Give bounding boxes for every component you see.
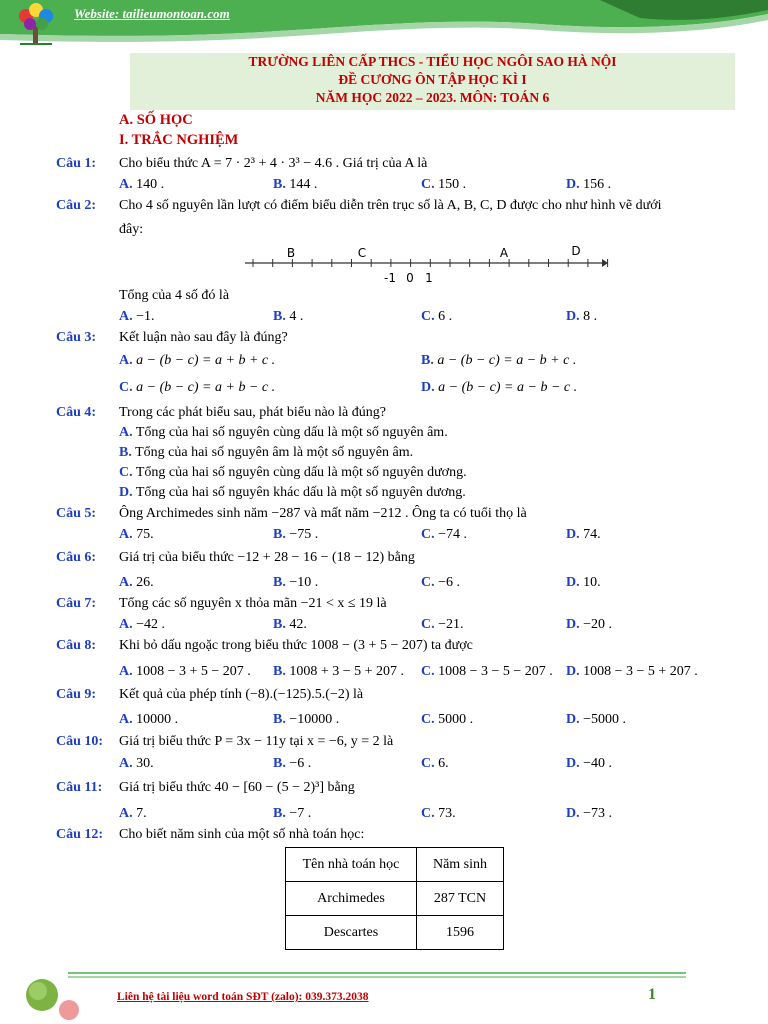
question-label: Câu 1: xyxy=(56,156,97,171)
question-text: Trong các phát biểu sau, phát biểu nào là đúng? xyxy=(119,405,386,420)
question-text: Cho biết năm sinh của một số nhà toán học: xyxy=(119,827,365,842)
mathematicians-table xyxy=(285,847,504,950)
option-d: D. a − (b − c) = a − b − c . xyxy=(421,380,578,395)
table-header: Năm sinh xyxy=(417,848,504,882)
question-text-cont: đây: xyxy=(119,222,144,237)
page-number: 1 xyxy=(648,986,656,1003)
option-b: B. −75 . xyxy=(273,527,319,542)
doc-title: ĐỀ CƯƠNG ÔN TẬP HỌC KÌ I xyxy=(338,72,527,87)
table-header: Tên nhà toán học xyxy=(286,848,417,882)
option-d: D. 1008 − 3 − 5 + 207 . xyxy=(566,664,698,679)
question-label: Câu 2: xyxy=(56,198,97,213)
option-b: B. 4 . xyxy=(273,309,304,324)
point-a-label: A xyxy=(499,246,509,260)
option-d: D. Tổng của hai số nguyên khác dấu là một số nguyên dương. xyxy=(119,485,466,500)
question-text: Ông Archimedes sinh năm −287 và mất năm −212 . Ông ta có tuổi thọ là xyxy=(119,506,527,521)
option-c: C. 6. xyxy=(421,756,449,771)
option-b: B. 144 . xyxy=(273,177,318,192)
footer-contact[interactable]: Liên hệ tài liệu word toán SĐT (zalo): 039.373.2038 xyxy=(117,991,369,1003)
option-c: C. 6 . xyxy=(421,309,453,324)
question-label: Câu 5: xyxy=(56,506,97,521)
school-year: NĂM HỌC 2022 – 2023. MÔN: TOÁN 6 xyxy=(315,90,550,105)
option-b: B. 1008 + 3 − 5 + 207 . xyxy=(273,664,405,679)
tick-label-1: 1 xyxy=(425,271,433,285)
question-text: Khi bỏ dấu ngoặc trong biểu thức 1008 − (3 + 5 − 207) ta được xyxy=(119,638,473,653)
question-text-cont: Tổng của 4 số đó là xyxy=(119,288,230,303)
option-b: B. 42. xyxy=(273,617,307,632)
question-text: Kết quả của phép tính (−8).(−125).5.(−2) là xyxy=(119,687,364,702)
question-text: Kết luận nào sau đây là đúng? xyxy=(119,330,288,345)
school-name: TRƯỜNG LIÊN CẤP THCS - TIỂU HỌC NGÔI SAO HÀ NỘI xyxy=(248,54,617,69)
option-c: C. 150 . xyxy=(421,177,467,192)
point-d-label: D xyxy=(571,244,581,258)
tick-label-0: 0 xyxy=(406,271,414,285)
option-b: B. −7 . xyxy=(273,806,312,821)
point-c-label: C xyxy=(357,246,367,260)
table-header-row xyxy=(286,848,504,882)
option-c: C. Tổng của hai số nguyên cùng dấu là một số nguyên dương. xyxy=(119,465,467,480)
section-a-heading: A. SỐ HỌC xyxy=(119,112,193,128)
option-b: B. a − (b − c) = a − b + c . xyxy=(421,353,577,368)
option-b: B. Tổng của hai số nguyên âm là một số nguyên âm. xyxy=(119,445,414,460)
question-label: Câu 4: xyxy=(56,405,97,420)
option-c: C. −6 . xyxy=(421,575,461,590)
option-d: D. 10. xyxy=(566,575,601,590)
question-label: Câu 7: xyxy=(56,596,97,611)
option-c: C. 5000 . xyxy=(421,712,474,727)
option-a: A. −42 . xyxy=(119,617,166,632)
option-d: D. 8 . xyxy=(566,309,598,324)
question-label: Câu 6: xyxy=(56,550,97,565)
table-cell: Descartes xyxy=(286,916,417,950)
option-a: A. 10000 . xyxy=(119,712,179,727)
option-d: D. −5000 . xyxy=(566,712,627,727)
question-text: Giá trị biểu thức P = 3x − 11y tại x = −6, y = 2 là xyxy=(119,734,394,749)
point-b-label: B xyxy=(286,246,296,260)
tick-label-neg1: -1 xyxy=(384,271,396,285)
question-text: Giá trị biểu thức 40 − [60 − (5 − 2)³] bằng xyxy=(119,780,355,795)
option-a: A. a − (b − c) = a + b + c . xyxy=(119,353,276,368)
option-d: D. 156 . xyxy=(566,177,612,192)
option-c: C. 1008 − 3 − 5 − 207 . xyxy=(421,664,553,679)
option-a: A. 1008 − 3 + 5 − 207 . xyxy=(119,664,251,679)
question-text: Cho 4 số nguyên lần lượt có điểm biểu diễn trên trục số là A, B, C, D được cho như hình vẽ dưới xyxy=(119,198,662,213)
question-text: Cho biểu thức A = 7 · 2³ + 4 · 3³ − 4.6 . Giá trị của A là xyxy=(119,156,428,171)
question-label: Câu 12: xyxy=(56,827,104,842)
question-label: Câu 3: xyxy=(56,330,97,345)
table-row xyxy=(286,916,504,950)
option-a: A. 26. xyxy=(119,575,154,590)
question-label: Câu 10: xyxy=(56,734,104,749)
number-line xyxy=(240,240,610,286)
table-cell: 287 TCN xyxy=(417,882,504,916)
option-a: A. Tổng của hai số nguyên cùng dấu là một số nguyên âm. xyxy=(119,425,448,440)
website-link[interactable]: Website: tailieumontoan.com xyxy=(74,6,230,21)
tree-logo-icon xyxy=(12,2,60,46)
option-d: D. −20 . xyxy=(566,617,613,632)
question-label: Câu 11: xyxy=(56,780,103,795)
option-b: B. −10000 . xyxy=(273,712,340,727)
question-label: Câu 9: xyxy=(56,687,97,702)
option-a: A. 30. xyxy=(119,756,154,771)
question-text: Tổng các số nguyên x thỏa mãn −21 < x ≤ 19 là xyxy=(119,596,387,611)
option-d: D. −73 . xyxy=(566,806,613,821)
option-a: A. −1. xyxy=(119,309,155,324)
option-a: A. 140 . xyxy=(119,177,165,192)
table-cell: Archimedes xyxy=(286,882,417,916)
question-label: Câu 8: xyxy=(56,638,97,653)
option-c: C. −74 . xyxy=(421,527,468,542)
option-c: C. a − (b − c) = a + b − c . xyxy=(119,380,276,395)
table-cell: 1596 xyxy=(417,916,504,950)
question-text: Giá trị của biểu thức −12 + 28 − 16 − (18 − 12) bằng xyxy=(119,550,415,565)
table-row xyxy=(286,882,504,916)
option-c: C. 73. xyxy=(421,806,456,821)
option-b: B. −6 . xyxy=(273,756,312,771)
option-a: A. 75. xyxy=(119,527,154,542)
option-d: D. −40 . xyxy=(566,756,613,771)
section-i-heading: I. TRẮC NGHIỆM xyxy=(119,132,239,148)
option-d: D. 74. xyxy=(566,527,601,542)
option-c: C. −21. xyxy=(421,617,464,632)
option-a: A. 7. xyxy=(119,806,147,821)
option-b: B. −10 . xyxy=(273,575,319,590)
